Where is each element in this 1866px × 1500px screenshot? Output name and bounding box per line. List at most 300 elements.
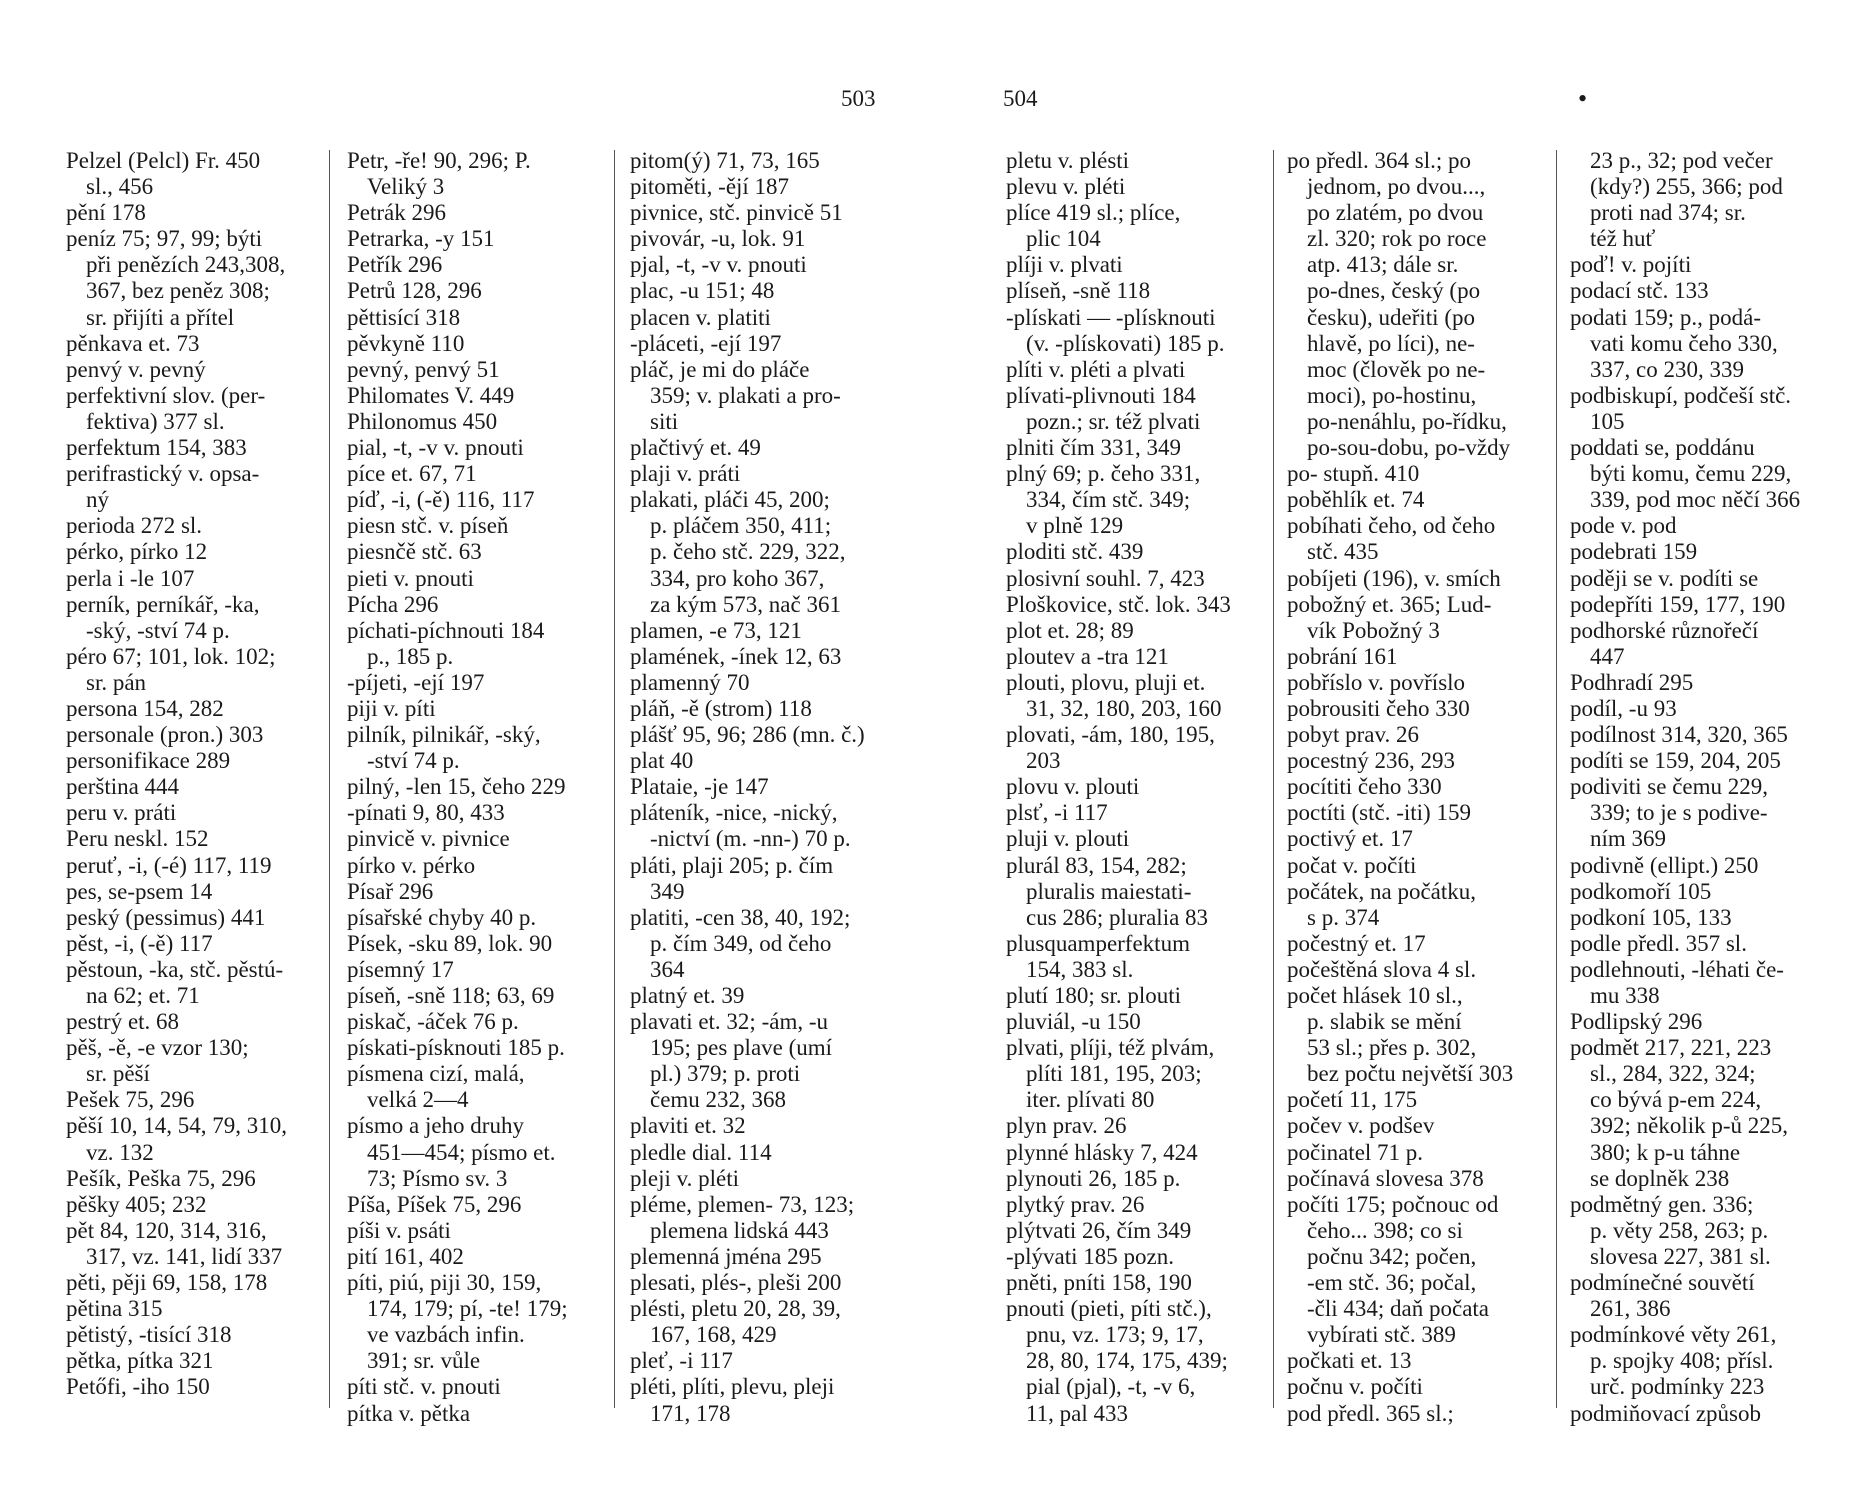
index-entry: pětina 315 — [66, 1296, 163, 1322]
index-entry: písařské chyby 40 p. — [347, 904, 537, 930]
index-entry: plemenná jména 295 — [630, 1243, 822, 1269]
index-entry: pláň, -ě (strom) 118 — [630, 695, 812, 721]
index-entry: Pešík, Peška 75, 296 — [66, 1165, 256, 1191]
index-entry: -nictví (m. -nn-) 70 p. — [650, 826, 851, 852]
index-entry: plynné hlásky 7, 424 — [1006, 1139, 1198, 1165]
index-entry: plic 104 — [1026, 226, 1101, 252]
index-entry: Petr, -ře! 90, 296; P. — [347, 148, 531, 173]
index-entry: vík Pobožný 3 — [1307, 617, 1440, 643]
index-entry: plemena lidská 443 — [650, 1217, 829, 1243]
index-entry: podkomoří 105 — [1570, 878, 1712, 904]
index-entry: počnu 342; počen, — [1307, 1243, 1477, 1269]
index-entry: počkati et. 13 — [1287, 1348, 1412, 1374]
index-entry: se doplněk 238 — [1590, 1165, 1730, 1191]
index-entry: plívati-plivnouti 184 — [1006, 382, 1196, 408]
index-entry: vybírati stč. 389 — [1307, 1322, 1456, 1348]
index-entry: pletu v. plésti — [1006, 148, 1130, 173]
index-entry: poběhlík et. 74 — [1287, 487, 1425, 513]
index-entry: -ský, -ství 74 p. — [86, 617, 230, 643]
index-entry: Veliký 3 — [367, 174, 445, 200]
index-entry: perifrastický v. opsa- — [66, 461, 260, 487]
index-entry: peruť, -i, (-é) 117, 119 — [66, 852, 272, 878]
index-column-3 — [630, 148, 865, 1427]
index-entry: persona 154, 282 — [66, 695, 224, 721]
index-entry: počet hlásek 10 sl., — [1287, 983, 1463, 1008]
index-entry: pobíhati čeho, od čeho — [1287, 513, 1496, 539]
index-entry: Plataie, -je 147 — [630, 774, 769, 800]
index-entry: moci), po-hostinu, — [1307, 382, 1477, 408]
page-number-left: 503 — [841, 86, 876, 111]
index-entry: perioda 272 sl. — [66, 513, 203, 539]
index-entry: 364 — [650, 956, 685, 982]
index-entry: plesati, plés-, pleši 200 — [630, 1270, 842, 1296]
index-entry: piesnčě stč. 63 — [347, 539, 482, 565]
index-column-6 — [1570, 148, 1800, 1427]
index-entry: 334, pro koho 367, — [650, 565, 825, 591]
index-entry: 380; k p-u táhne — [1590, 1139, 1741, 1165]
index-entry: Pícha 296 — [347, 591, 439, 617]
index-entry: Petřík 296 — [347, 252, 443, 278]
index-entry: pivovár, -u, lok. 91 — [630, 226, 806, 252]
index-entry: počíti 175; počnouc od — [1287, 1191, 1499, 1217]
index-entry: pode v. pod — [1570, 513, 1677, 539]
index-entry: Petőfi, -iho 150 — [66, 1374, 210, 1400]
index-entry: 31, 32, 180, 203, 160 — [1026, 695, 1222, 721]
index-entry: pěš, -ě, -e vzor 130; — [66, 1035, 249, 1061]
index-entry: 171, 178 — [650, 1400, 731, 1426]
column-rule-3 — [1273, 150, 1274, 1408]
index-entry: pláti, plaji 205; p. čím — [630, 852, 834, 878]
index-entry: piesn stč. v. píseň — [347, 513, 509, 539]
index-entry: 73; Písmo sv. 3 — [367, 1165, 508, 1191]
index-entry: placen v. platiti — [630, 304, 771, 330]
index-entry: piskač, -áček 76 p. — [347, 1009, 519, 1035]
index-entry: p. slabik se mění — [1307, 1009, 1462, 1035]
index-entry: pískati-písknouti 185 p. — [347, 1035, 565, 1061]
index-entry: pérko, pírko 12 — [66, 539, 208, 565]
index-entry: podmět 217, 221, 223 — [1570, 1035, 1772, 1061]
index-entry: péro 67; 101, lok. 102; — [66, 643, 276, 669]
index-entry: sr. pán — [86, 669, 147, 695]
index-entry: sl., 456 — [86, 174, 154, 200]
index-entry: 339; to je s podive- — [1590, 800, 1768, 826]
index-entry: po-sou-dobu, po-vždy — [1307, 435, 1511, 461]
index-entry: počnu v. počíti — [1287, 1374, 1423, 1400]
index-entry: píď, -i, (-ě) 116, 117 — [347, 487, 535, 513]
index-entry: poději se v. podíti se — [1570, 565, 1759, 591]
index-entry: pění 178 — [66, 200, 146, 226]
index-entry: pl.) 379; p. proti — [650, 1061, 801, 1087]
index-entry: sr. pěší — [86, 1061, 150, 1087]
index-entry: ním 369 — [1590, 826, 1667, 852]
index-entry: za kým 573, nač 361 — [650, 591, 841, 617]
index-entry: ve vazbách infin. — [367, 1322, 525, 1348]
index-entry: po-dnes, český (po — [1307, 278, 1481, 304]
index-entry: podmínečné souvětí — [1570, 1270, 1755, 1296]
index-entry: perfektum 154, 383 — [66, 435, 247, 461]
index-entry: pěšky 405; 232 — [66, 1191, 207, 1217]
index-entry: pial, -t, -v v. pnouti — [347, 435, 524, 461]
index-column-1 — [66, 148, 287, 1401]
index-entry: podílnost 314, 320, 365 — [1570, 722, 1788, 748]
index-entry: pilný, -len 15, čeho 229 — [347, 774, 566, 800]
index-entry: poctivý et. 17 — [1287, 826, 1413, 852]
index-entry: vz. 132 — [86, 1139, 154, 1165]
index-entry: plýtvati 26, čím 349 — [1006, 1217, 1192, 1243]
index-entry: jednom, po dvou..., — [1307, 174, 1486, 200]
index-entry: pevný, penvý 51 — [347, 356, 500, 382]
index-entry: podati 159; p., podá- — [1570, 304, 1761, 330]
index-entry: pestrý et. 68 — [66, 1009, 180, 1035]
index-entry: plíji v. plvati — [1006, 252, 1123, 278]
index-entry: 337, co 230, 339 — [1590, 356, 1744, 382]
index-entry: 447 — [1590, 643, 1625, 669]
index-entry: hlavě, po líci), ne- — [1307, 330, 1475, 356]
index-entry: 154, 383 sl. — [1026, 956, 1134, 982]
index-entry: stč. 435 — [1307, 539, 1379, 565]
index-entry: 391; sr. vůle — [367, 1348, 481, 1374]
index-entry: piji v. píti — [347, 695, 436, 721]
index-entry: pial (pjal), -t, -v 6, — [1026, 1374, 1196, 1400]
index-entry: perla i -le 107 — [66, 565, 195, 591]
index-column-2 — [347, 148, 568, 1427]
index-entry: podbiskupí, podčeší stč. — [1570, 382, 1792, 408]
index-entry: pluralis maiestati- — [1026, 878, 1192, 904]
index-entry: po-nenáhlu, po-řídku, — [1307, 408, 1507, 434]
index-entry: personifikace 289 — [66, 748, 231, 774]
index-entry: ploditi stč. 439 — [1006, 539, 1144, 565]
index-entry: peru v. práti — [66, 800, 177, 826]
index-entry: sl., 284, 322, 324; — [1590, 1061, 1756, 1087]
index-entry: podepříti 159, 177, 190 — [1570, 591, 1786, 617]
index-column-4 — [1006, 148, 1231, 1427]
index-entry: počat v. počíti — [1287, 852, 1417, 878]
index-entry: pěvkyně 110 — [347, 330, 465, 356]
index-entry: p. věty 258, 263; p. — [1590, 1217, 1769, 1243]
index-entry: pozn.; sr. též plvati — [1026, 408, 1201, 434]
index-entry: perština 444 — [66, 774, 180, 800]
index-entry: personale (pron.) 303 — [66, 722, 264, 748]
index-entry: -em stč. 36; počal, — [1307, 1270, 1477, 1296]
index-entry: plakati, pláči 45, 200; — [630, 487, 830, 513]
index-entry: 339, pod moc něčí 366 — [1590, 487, 1801, 513]
index-entry: pěttisící 318 — [347, 304, 461, 330]
index-entry: Petrů 128, 296 — [347, 278, 482, 304]
index-entry: (v. -plískovati) 185 p. — [1026, 330, 1225, 356]
index-entry: poď! v. pojíti — [1570, 252, 1692, 278]
index-entry: Pelzel (Pelcl) Fr. 450 — [66, 148, 261, 173]
index-entry: 203 — [1026, 748, 1061, 774]
index-entry: podlehnouti, -léhati če- — [1570, 956, 1784, 982]
column-rule-4 — [1556, 150, 1557, 1408]
index-entry: 367, bez peněz 308; — [86, 278, 270, 304]
index-entry: sr. přijíti a přítel — [86, 304, 235, 330]
index-entry: pjal, -t, -v v. pnouti — [630, 252, 807, 278]
index-entry: -plískati — -plísknouti — [1006, 304, 1216, 330]
index-entry: písmena cizí, malá, — [347, 1061, 525, 1087]
index-entry: pobrání 161 — [1287, 643, 1398, 669]
index-entry: plat 40 — [630, 748, 694, 774]
index-entry: plniti čím 331, 349 — [1006, 435, 1182, 461]
index-entry: Písek, -sku 89, lok. 90 — [347, 930, 553, 956]
index-entry: čemu 232, 368 — [650, 1087, 787, 1113]
index-entry: atp. 413; dále sr. — [1307, 252, 1459, 278]
index-entry: 451—454; písmo et. — [367, 1139, 556, 1165]
index-entry: pobyt prav. 26 — [1287, 722, 1420, 748]
index-entry: ploutev a -tra 121 — [1006, 643, 1169, 669]
index-entry: pěti, pěji 69, 158, 178 — [66, 1270, 268, 1296]
index-entry: pluji v. plouti — [1006, 826, 1130, 852]
index-entry: česku), udeřiti (po — [1307, 304, 1475, 330]
index-entry: (kdy?) 255, 366; pod — [1590, 174, 1783, 200]
index-entry: podmětný gen. 336; — [1570, 1191, 1754, 1217]
index-entry: po- stupň. 410 — [1287, 461, 1420, 487]
index-entry: cus 286; pluralia 83 — [1026, 904, 1209, 930]
index-entry: -plývati 185 pozn. — [1006, 1243, 1174, 1269]
index-entry: plosivní souhl. 7, 423 — [1006, 565, 1205, 591]
index-entry: píti stč. v. pnouti — [347, 1374, 501, 1400]
index-entry: p. čeho stč. 229, 322, — [650, 539, 846, 565]
index-entry: plavati et. 32; -ám, -u — [630, 1009, 828, 1035]
index-entry: čeho... 398; co si — [1307, 1217, 1463, 1243]
index-entry: pěst, -i, (-ě) 117 — [66, 930, 213, 956]
index-entry: píchati-píchnouti 184 — [347, 617, 545, 643]
index-entry: plíti 181, 195, 203; — [1026, 1061, 1202, 1087]
index-entry: plaviti et. 32 — [630, 1113, 746, 1139]
index-entry: vati komu čeho 330, — [1590, 330, 1778, 356]
index-entry: moc (člověk po ne- — [1307, 356, 1486, 382]
index-entry: pocítiti čeho 330 — [1287, 774, 1442, 800]
index-entry: plášť 95, 96; 286 (mn. č.) — [630, 722, 865, 748]
index-entry: plsť, -i 117 — [1006, 800, 1108, 826]
index-entry: iter. plívati 80 — [1026, 1087, 1155, 1113]
index-entry: počeštěná slova 4 sl. — [1287, 956, 1477, 982]
index-entry: pití 161, 402 — [347, 1243, 464, 1269]
index-entry: Písař 296 — [347, 878, 434, 904]
index-entry: velká 2—4 — [367, 1087, 469, 1113]
index-entry: písemný 17 — [347, 956, 454, 982]
index-entry: pléti, plíti, plevu, pleji — [630, 1374, 835, 1400]
index-entry: píce et. 67, 71 — [347, 461, 477, 487]
index-entry: píseň, -sně 118; 63, 69 — [347, 983, 555, 1008]
index-entry: plevu v. pléti — [1006, 174, 1126, 200]
index-entry: pláteník, -nice, -nický, — [630, 800, 838, 826]
index-entry: pinvicě v. pivnice — [347, 826, 510, 852]
index-entry: 349 — [650, 878, 685, 904]
index-entry: pobíjeti (196), v. smích — [1287, 565, 1501, 591]
index-entry: pobožný et. 365; Lud- — [1287, 591, 1492, 617]
index-entry: plurál 83, 154, 282; — [1006, 852, 1187, 878]
index-entry: peníz 75; 97, 99; býti — [66, 226, 263, 252]
column-rule-1 — [329, 150, 330, 1408]
index-entry: pětka, pítka 321 — [66, 1348, 214, 1374]
index-entry: -čli 434; daň počata — [1307, 1296, 1490, 1322]
index-entry: Philomates V. 449 — [347, 382, 515, 408]
index-entry: pěší 10, 14, 54, 79, 310, — [66, 1113, 288, 1139]
index-entry: perfektivní slov. (per- — [66, 382, 266, 408]
index-entry: po zlatém, po dvou — [1307, 200, 1484, 226]
index-entry: Pešek 75, 296 — [66, 1087, 195, 1113]
index-entry: pírko v. pérko — [347, 852, 476, 878]
index-entry: -ství 74 p. — [367, 748, 460, 774]
index-entry: počinatel 71 p. — [1287, 1139, 1424, 1165]
index-entry: též huť — [1590, 226, 1656, 252]
dot-mark: • — [1578, 84, 1588, 113]
index-entry: Petrarka, -y 151 — [347, 226, 495, 252]
index-entry: pieti v. pnouti — [347, 565, 474, 591]
index-entry: počestný et. 17 — [1287, 930, 1426, 956]
index-entry: pěnkava et. 73 — [66, 330, 200, 356]
index-entry: p., 185 p. — [367, 643, 454, 669]
index-entry: plvati, plíji, též plvám, — [1006, 1035, 1215, 1061]
index-entry: plésti, pletu 20, 28, 39, — [630, 1296, 841, 1322]
index-entry: podací stč. 133 — [1570, 278, 1709, 304]
index-entry: plíti v. pléti a plvati — [1006, 356, 1186, 382]
index-entry: p. spojky 408; přísl. — [1590, 1348, 1774, 1374]
index-entry: poddati se, poddánu — [1570, 435, 1755, 461]
index-entry: býti komu, čemu 229, — [1590, 461, 1792, 487]
index-entry: bez počtu největší 303 — [1307, 1061, 1514, 1087]
index-entry: plamen, -e 73, 121 — [630, 617, 802, 643]
index-entry: 53 sl.; přes p. 302, — [1307, 1035, 1477, 1061]
index-entry: podmiňovací způsob — [1570, 1400, 1761, 1426]
index-entry: mu 338 — [1590, 983, 1660, 1008]
index-entry: podiviti se čemu 229, — [1570, 774, 1769, 800]
index-entry: -pláceti, -ejí 197 — [630, 330, 782, 356]
index-entry: 195; pes plave (umí — [650, 1035, 833, 1061]
index-entry: pitoměti, -ějí 187 — [630, 174, 790, 200]
index-entry: plovu v. plouti — [1006, 774, 1140, 800]
index-entry: Podhradí 295 — [1570, 669, 1694, 695]
index-entry: podkoní 105, 133 — [1570, 904, 1732, 930]
index-entry: pitom(ý) 71, 73, 165 — [630, 148, 820, 173]
index-entry: na 62; et. 71 — [86, 983, 200, 1008]
index-entry: pnouti (pieti, píti stč.), — [1006, 1296, 1212, 1322]
index-entry: 11, pal 433 — [1026, 1400, 1128, 1426]
index-entry: pobříslo v. povříslo — [1287, 669, 1466, 695]
index-entry: píti, piú, piji 30, 159, — [347, 1270, 542, 1296]
index-entry: podebrati 159 — [1570, 539, 1698, 565]
index-entry: pítka v. pětka — [347, 1400, 471, 1426]
index-entry: počínavá slovesa 378 — [1287, 1165, 1484, 1191]
index-entry: plusquamperfektum — [1006, 930, 1190, 956]
index-entry: proti nad 374; sr. — [1590, 200, 1746, 226]
index-column-5 — [1287, 148, 1513, 1427]
page-number-right: 504 — [1003, 86, 1038, 111]
index-entry: pléme, plemen- 73, 123; — [630, 1191, 855, 1217]
index-entry: platiti, -cen 38, 40, 192; — [630, 904, 851, 930]
index-entry: plamének, -ínek 12, 63 — [630, 643, 842, 669]
index-entry: pilník, pilnikář, -ský, — [347, 722, 541, 748]
index-entry: pod předl. 365 sl.; — [1287, 1400, 1454, 1426]
index-entry: plac, -u 151; 48 — [630, 278, 775, 304]
index-entry: 28, 80, 174, 175, 439; — [1026, 1348, 1228, 1374]
index-entry: pláč, je mi do pláče — [630, 356, 810, 382]
index-entry: pocestný 236, 293 — [1287, 748, 1456, 774]
index-entry: perník, perníkář, -ka, — [66, 591, 260, 617]
index-entry: penvý v. pevný — [66, 356, 206, 382]
index-entry: plačtivý et. 49 — [630, 435, 761, 461]
index-entry: plaji v. práti — [630, 461, 741, 487]
index-entry: plíseň, -sně 118 — [1006, 278, 1151, 304]
index-entry: Peru neskl. 152 — [66, 826, 209, 852]
index-entry: plný 69; p. čeho 331, — [1006, 461, 1201, 487]
index-entry: 392; několik p-ů 225, — [1590, 1113, 1789, 1139]
index-entry: -píjeti, -ejí 197 — [347, 669, 485, 695]
index-entry: 23 p., 32; pod večer — [1590, 148, 1773, 173]
index-entry: po předl. 364 sl.; po — [1287, 148, 1471, 173]
index-entry: 334, čím stč. 349; — [1026, 487, 1191, 513]
index-entry: 174, 179; pí, -te! 179; — [367, 1296, 568, 1322]
index-entry: při penězích 243,308, — [86, 252, 286, 278]
index-entry: podmínkové věty 261, — [1570, 1322, 1777, 1348]
index-entry: pět 84, 120, 314, 316, — [66, 1217, 267, 1243]
index-entry: Ploškovice, stč. lok. 343 — [1006, 591, 1231, 617]
index-entry: co bývá p-em 224, — [1590, 1087, 1762, 1113]
index-entry: urč. podmínky 223 — [1590, 1374, 1765, 1400]
index-entry: Petrák 296 — [347, 200, 447, 226]
index-entry: 105 — [1590, 408, 1625, 434]
index-entry: pěstoun, -ka, stč. pěstú- — [66, 956, 284, 982]
index-entry: platný et. 39 — [630, 983, 745, 1008]
column-rule-2 — [614, 150, 615, 1408]
index-entry: plamenný 70 — [630, 669, 750, 695]
index-entry: 167, 168, 429 — [650, 1322, 777, 1348]
index-entry: plynouti 26, 185 p. — [1006, 1165, 1181, 1191]
index-entry: pes, se-psem 14 — [66, 878, 213, 904]
index-entry: peský (pessimus) 441 — [66, 904, 266, 930]
index-entry: s p. 374 — [1307, 904, 1380, 930]
index-entry: plot et. 28; 89 — [1006, 617, 1134, 643]
index-entry: pleji v. pléti — [630, 1165, 740, 1191]
index-entry: fektiva) 377 sl. — [86, 408, 225, 434]
index-entry: podíti se 159, 204, 205 — [1570, 748, 1781, 774]
index-entry: počátek, na počátku, — [1287, 878, 1477, 904]
index-entry: ný — [86, 487, 109, 513]
index-entry: písmo a jeho druhy — [347, 1113, 524, 1139]
index-entry: plutí 180; sr. plouti — [1006, 983, 1182, 1008]
index-entry: p. čím 349, od čeho — [650, 930, 832, 956]
index-entry: plouti, plovu, pluji et. — [1006, 669, 1206, 695]
index-entry: Philonomus 450 — [347, 408, 498, 434]
index-entry: Píša, Píšek 75, 296 — [347, 1191, 522, 1217]
index-entry: poctíti (stč. -iti) 159 — [1287, 800, 1471, 826]
index-entry: 317, vz. 141, lidí 337 — [86, 1243, 283, 1269]
index-entry: počev v. podšev — [1287, 1113, 1435, 1139]
index-entry: pnu, vz. 173; 9, 17, — [1026, 1322, 1204, 1348]
index-entry: podíl, -u 93 — [1570, 695, 1677, 721]
index-entry: zl. 320; rok po roce — [1307, 226, 1487, 252]
index-entry: plytký prav. 26 — [1006, 1191, 1145, 1217]
index-entry: plovati, -ám, 180, 195, — [1006, 722, 1215, 748]
index-entry: plíce 419 sl.; plíce, — [1006, 200, 1181, 226]
index-entry: pivnice, stč. pinvicě 51 — [630, 200, 843, 226]
index-entry: píši v. psáti — [347, 1217, 451, 1243]
index-entry: p. pláčem 350, 411; — [650, 513, 832, 539]
index-entry: v plně 129 — [1026, 513, 1124, 539]
index-entry: podle předl. 357 sl. — [1570, 930, 1747, 956]
index-entry: podhorské různořečí — [1570, 617, 1759, 643]
index-entry: pětistý, -tisící 318 — [66, 1322, 232, 1348]
index-entry: 261, 386 — [1590, 1296, 1671, 1322]
index-entry: pledle dial. 114 — [630, 1139, 772, 1165]
index-entry: 359; v. plakati a pro- — [650, 382, 841, 408]
index-entry: Podlipský 296 — [1570, 1009, 1703, 1035]
index-entry: podivně (ellipt.) 250 — [1570, 852, 1759, 878]
index-entry: siti — [650, 408, 679, 434]
index-entry: pněti, pníti 158, 190 — [1006, 1270, 1192, 1296]
index-entry: pobrousiti čeho 330 — [1287, 695, 1470, 721]
